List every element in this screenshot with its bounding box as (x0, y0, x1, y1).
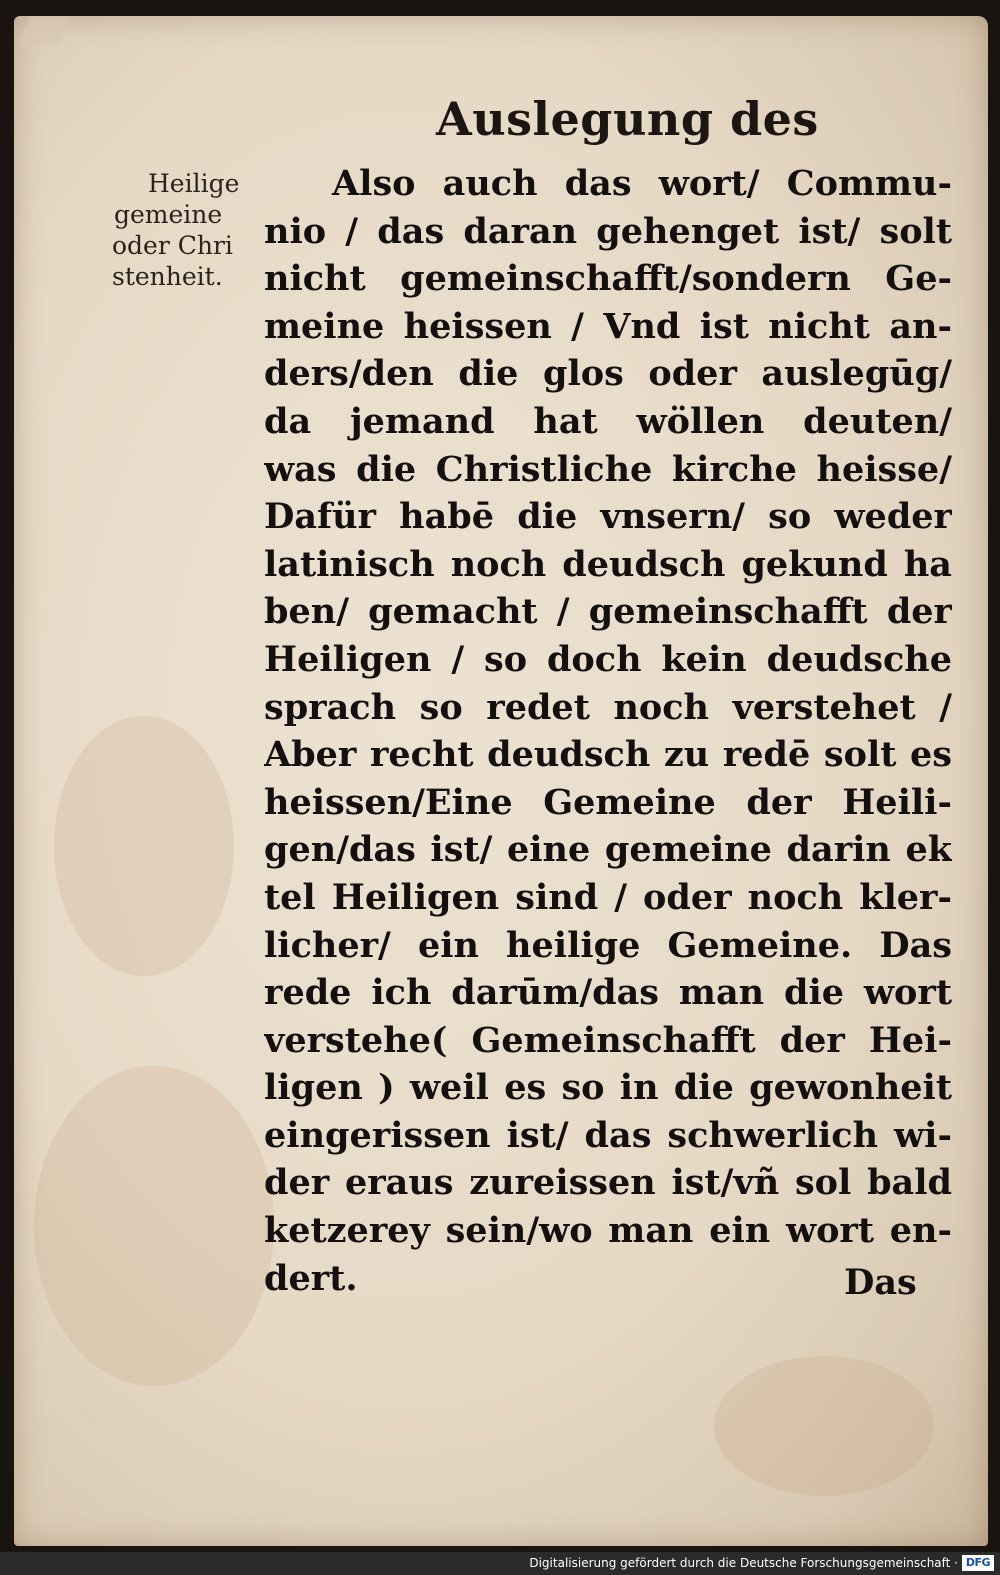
text-line: meine heissen / Vnd ist nicht an- (264, 305, 952, 347)
running-header: Auslegung des (436, 92, 819, 146)
text-line: da jemand hat wöllen deuten/ (264, 400, 952, 442)
paper-stain (714, 1356, 934, 1496)
margin-note-line: stenheit. (112, 262, 223, 291)
text-line: Heiligen / so doch kein deudsche (264, 638, 952, 680)
funding-credit: Digitalisierung gefördert durch die Deutsche Forschungsgemeinschaft · (529, 1556, 958, 1570)
text-line: licher/ ein heilige Gemeine. Das (264, 924, 952, 966)
text-line: rede ich darūm/das man die wort (264, 972, 952, 1014)
text-line: eingerissen ist/ das schwerlich wi- (264, 1114, 952, 1156)
text-line: ben/ gemacht / gemeinschafft der (264, 591, 952, 633)
margin-note (108, 168, 266, 292)
text-line: heissen/Eine Gemeine der Heili- (264, 781, 952, 823)
text-line: Aber recht deudsch zu redē solt es (264, 734, 952, 776)
paper-stain (34, 1066, 274, 1386)
text-line: sprach so redet noch verstehet / (264, 686, 952, 728)
text-line: nio / das daran gehenget ist/ solt (264, 210, 952, 252)
body-text (264, 160, 964, 1302)
text-line: ketzerey sein/wo man ein wort en- (264, 1210, 952, 1252)
text-line: gen/das ist/ eine gemeine darin ek (264, 829, 952, 871)
catchword: Das (844, 1262, 917, 1303)
text-line: Also auch das wort/ Commu- (332, 163, 952, 204)
text-line: ligen ) weil es so in die gewonheit (264, 1067, 952, 1109)
margin-note-line: Heilige (148, 169, 240, 198)
text-line: nicht gemeinschafft/sondern Ge- (264, 258, 952, 300)
margin-note-line: oder Chri (112, 231, 233, 260)
paper-stain (54, 716, 234, 976)
text-line: ders/den die glos oder auslegūg/ (264, 353, 952, 395)
text-line: Dafür habē die vnsern/ so weder (264, 496, 952, 538)
text-line: verstehe( Gemeinschafft der Hei- (264, 1019, 952, 1061)
dfg-logo-icon: DFG (962, 1555, 994, 1571)
text-line: der eraus zureissen ist/vñ sol bald (264, 1162, 952, 1204)
text-line: latinisch noch deudsch gekund ha (264, 543, 952, 585)
text-line: dert. (264, 1257, 358, 1299)
margin-note-line: gemeine (114, 200, 223, 229)
text-line: was die Christliche kirche heisse/ (264, 448, 952, 490)
text-line: tel Heiligen sind / oder noch kler- (264, 876, 952, 918)
